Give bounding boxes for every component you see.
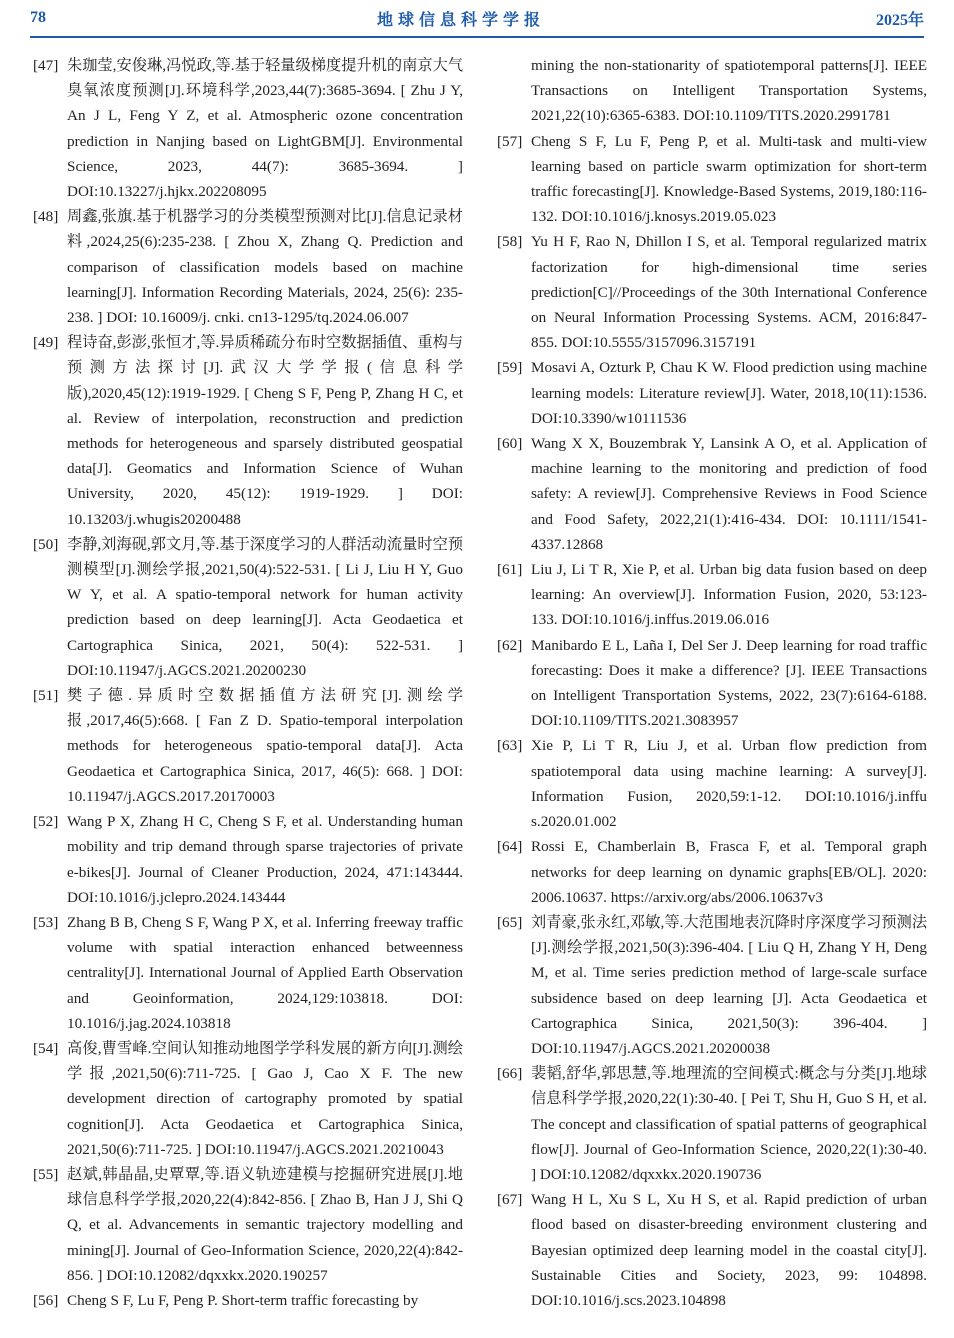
reference-entry [33, 1288, 463, 1313]
reference-text: 樊子德.异质时空数据插值方法研究[J].测绘学报,2017,46(5):668. [ Fan Z D. Spatio-temporal interpolation methods for heterogeneous spatio-temporal data[J]. Acta Geodaetica et Cartographica Sinica, 2017, 46(5): 668. ] DOI: 10.11947/j.AGCS.2017.20170003 [67, 687, 463, 805]
reference-entry [33, 330, 463, 532]
reference-number: [55] [33, 1165, 59, 1183]
reference-text: 高俊,曹雪峰.空间认知推动地图学学科发展的新方向[J].测绘学报,2021,50(6):711-725. [ Gao J, Cao X F. The new development direction of cartography promoted by spatial cognition[J]. Acta Geodaetica et Cartographica Sinica, 2021,50(6):711-725. ] DOI:10.11947/j.AGCS.2021.20210043 [67, 1039, 463, 1158]
reference-entry [497, 355, 927, 431]
page-header [30, 0, 924, 38]
reference-number: [62] [497, 636, 523, 654]
reference-number [497, 53, 531, 129]
reference-entry [33, 910, 463, 1036]
reference-number: [48] [33, 208, 59, 226]
reference-number: [67] [497, 1191, 523, 1209]
reference-number: [58] [497, 233, 523, 251]
reference-number: [56] [33, 1291, 59, 1309]
reference-text: Rossi E, Chamberlain B, Frasca F, et al. Temporal graph networks for deep learning on dynamic graphs[EB/OL]. 2020: 2006.10637. https://arxiv.org/abs/2006.10637v3 [531, 838, 927, 906]
reference-text: Yu H F, Rao N, Dhillon I S, et al. Temporal regularized matrix factorization for high-dimensional time series prediction[C]//Proceedings of the 30th International Conference on Neural Information Processing Systems. ACM, 2016:847-855. DOI:10.5555/3157096.3157191 [531, 233, 927, 352]
reference-number: [60] [497, 435, 523, 453]
reference-entry [497, 53, 927, 129]
reference-entry [33, 532, 463, 683]
reference-entry [497, 557, 927, 633]
reference-text: Cheng S F, Lu F, Peng P, et al. Multi-task and multi-view learning based on particle swarm optimization for short-term traffic forecasting[J]. Knowledge-Based Systems, 2019,180:116-132. DOI:10.1016/j.knosys.2019.05.023 [531, 132, 927, 226]
reference-number: [57] [497, 132, 523, 150]
reference-number: [65] [497, 913, 523, 931]
reference-number: [64] [497, 838, 523, 856]
reference-entry [497, 834, 927, 910]
reference-entry [33, 204, 463, 330]
reference-text: Wang H L, Xu S L, Xu H S, et al. Rapid prediction of urban flood based on disaster-breeding environment clustering and Bayesian optimized deep learning model in the coastal city[J]. Sustainable Cities and Society, 2023, 99: 104898. DOI:10.1016/j.scs.2023.104898 [531, 1191, 927, 1309]
reference-text: 李静,刘海砚,郭文月,等.基于深度学习的人群活动流量时空预测模型[J].测绘学报,2021,50(4):522-531. [ Li J, Liu H Y, Guo W Y, et al. A spatio-temporal network for human activity prediction based on deep learning[J]. Acta Geodaetica et Cartographica Sinica, 2021, 50(4): 522-531. ] DOI:10.11947/j.AGCS.2021.20200230 [67, 535, 463, 679]
reference-text: Manibardo E L, Laña I, Del Ser J. Deep learning for road traffic forecasting: Does it make a difference? [J]. IEEE Transactions on Intelligent Transportation Systems, 2022, 23(7):6164-6188. DOI:10.1109/TITS.2021.3083957 [531, 636, 927, 730]
reference-entry [33, 1162, 463, 1288]
reference-entry [497, 1187, 927, 1313]
reference-entry [497, 129, 927, 230]
reference-text: Zhang B B, Cheng S F, Wang P X, et al. Inferring freeway traffic volume with spatial interaction enhanced betweenness centrality[J]. International Journal of Applied Earth Observation and Geoinformation, 2024,129:103818. DOI: 10.1016/j.jag.2024.103818 [67, 913, 463, 1032]
reference-text: 赵斌,韩晶晶,史覃覃,等.语义轨迹建模与挖掘研究进展[J].地球信息科学学报,2020,22(4):842-856. [ Zhao B, Han J J, Shi Q Q, et al. Advancements in semantic trajectory modelling and mining[J]. Journal of Geo-Information Science, 2020,22(4):842-856. ] DOI:10.12082/dqxxkx.2020.190257 [67, 1165, 463, 1284]
reference-text: 朱珈莹,安俊琳,冯悦政,等.基于轻量级梯度提升机的南京大气臭氧浓度预测[J].环境科学,2023,44(7):3685-3694. [ Zhu J Y, An J L, Feng Y Z, et al. Atmospheric ozone concentration prediction in Nanjing based on LightGBM[J]. Environmental Science, 2023, 44(7): 3685-3694. ] DOI:10.13227/j.hjkx.202208095 [67, 57, 463, 201]
reference-entry [33, 809, 463, 910]
reference-number: [66] [497, 1065, 523, 1083]
publication-year: 2025年 [875, 11, 924, 29]
reference-text: 程诗奋,彭澎,张恒才,等.异质稀疏分布时空数据插值、重构与预测方法探讨[J].武汉大学学报(信息科学版),2020,45(12):1919-1929. [ Cheng S F, Peng P, Zhang H C, et al. Review of interpolation, reconstruction and prediction methods for heterogeneous and sparsely distributed geospatial data[J]. Geomatics and Information Science of Wuhan University, 2020, 45(12): 1919-1929. ] DOI: 10.13203/j.whugis20200488 [67, 334, 463, 528]
reference-text: Wang P X, Zhang H C, Cheng S F, et al. Understanding human mobility and trip demand through sparse trajectories of private e-bikes[J]. Journal of Cleaner Production, 2024, 471:143444. DOI:10.1016/j.jclepro.2024.143444 [67, 813, 463, 906]
page-number: 78 [30, 9, 46, 26]
reference-number: [51] [33, 687, 59, 705]
reference-number: [61] [497, 561, 523, 579]
reference-text: Xie P, Li T R, Liu J, et al. Urban flow prediction from spatiotemporal data using machine learning: A survey[J]. Information Fusion, 2020,59:1-12. DOI:10.1016/j.inffu s.2020.01.002 [531, 737, 927, 831]
reference-entry [497, 229, 927, 355]
reference-entry [33, 53, 463, 204]
reference-text: Mosavi A, Ozturk P, Chau K W. Flood prediction using machine learning models: Literature review[J]. Water, 2018,10(11):1536. DOI:10.3390/w10111536 [531, 359, 927, 427]
reference-number: [47] [33, 57, 59, 74]
reference-entry [497, 910, 927, 1061]
reference-text: 周鑫,张旗.基于机器学习的分类模型预测对比[J].信息记录材料,2024,25(6):235-238. [ Zhou X, Zhang Q. Prediction and comparison of classification models based on machine learning[J]. Information Recording Materials, 2024, 25(6): 235-238. ] DOI: 10.16009/j. cnki. cn13-1295/tq.2024.06.007 [67, 208, 463, 327]
journal-title: 地球信息科学学报 [376, 11, 545, 29]
reference-number: [63] [497, 737, 523, 755]
reference-text: Cheng S F, Lu F, Peng P. Short-term traffic forecasting by [67, 1291, 419, 1309]
reference-entry [33, 1036, 463, 1162]
reference-number: [49] [33, 334, 59, 352]
reference-number: [52] [33, 813, 59, 831]
reference-entry [497, 1061, 927, 1187]
reference-entry [497, 431, 927, 557]
reference-entry [33, 683, 463, 809]
reference-entry [497, 733, 927, 834]
reference-number: [54] [33, 1039, 59, 1057]
reference-entry [497, 633, 927, 734]
left-column [33, 53, 463, 1313]
right-column [497, 53, 927, 1313]
reference-text: Liu J, Li T R, Xie P, et al. Urban big data fusion based on deep learning: An overview[J]. Information Fusion, 2020, 53:123-133. DOI:10.1016/j.inffus.2019.06.016 [531, 561, 927, 629]
reference-number: [53] [33, 913, 59, 931]
reference-text: mining the non-stationarity of spatiotemporal patterns[J]. IEEE Transactions on Intelligent Transportation Systems, 2021,22(10):6365-6383. DOI:10.1109/TITS.2020.2991781 [531, 57, 927, 125]
reference-number: [50] [33, 535, 59, 553]
reference-text: 裴韬,舒华,郭思慧,等.地理流的空间模式:概念与分类[J].地球信息科学学报,2020,22(1):30-40. [ Pei T, Shu H, Guo S H, et al. The concept and classification of spatial patterns of geographical flow[J]. Journal of Geo-Information Science, 2020,22(1):30-40. ] DOI:10.12082/dqxxkx.2020.190736 [531, 1065, 927, 1183]
reference-text: Wang X X, Bouzembrak Y, Lansink A O, et al. Application of machine learning to the monitoring and prediction of food safety: A review[J]. Comprehensive Reviews in Food Science and Food Safety, 2022,21(1):416-434. DOI: 10.1111/1541-4337.12868 [531, 435, 927, 553]
reference-text: 刘青豪,张永红,邓敏,等.大范围地表沉降时序深度学习预测法[J].测绘学报,2021,50(3):396-404. [ Liu Q H, Zhang Y H, Deng M, et al. Time series prediction method of large-scale surface subsidence based on deep learning [J]. Acta Geodaetica et Cartographica Sinica, 2021,50(3): 396-404. ] DOI:10.11947/j.AGCS.2021.20200038 [531, 913, 927, 1057]
reference-number: [59] [497, 359, 523, 377]
